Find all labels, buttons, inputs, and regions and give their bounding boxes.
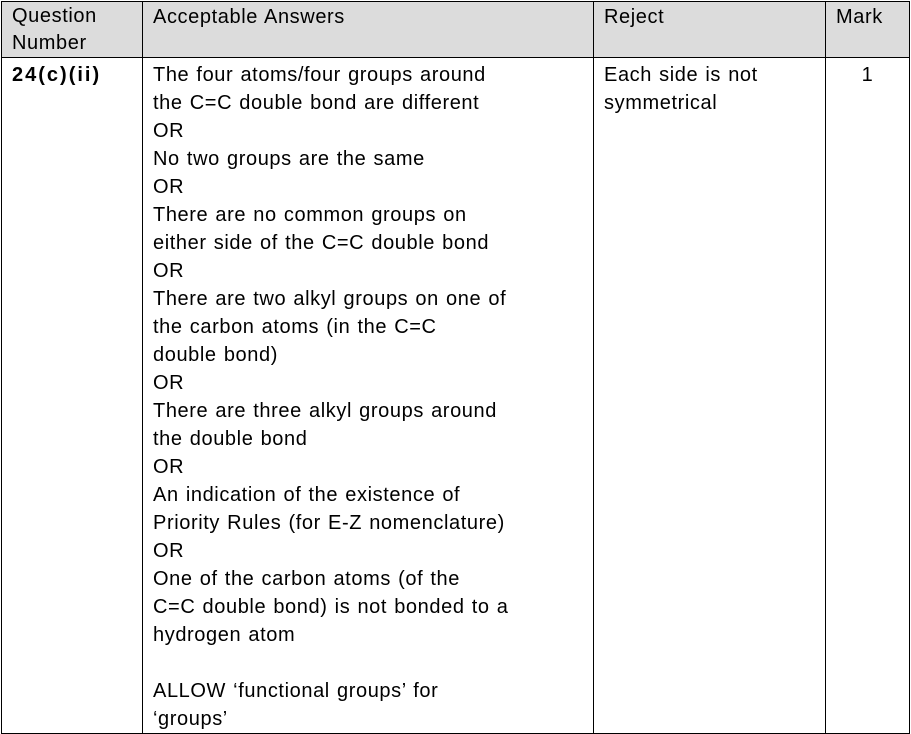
header-reject: Reject [594, 2, 826, 58]
answer-line: ALLOW ‘functional groups’ for [153, 680, 439, 702]
answer-line: either side of the C=C double bond [153, 232, 490, 254]
answer-line: double bond) [153, 344, 278, 366]
question-number-cell [2, 58, 143, 734]
acceptable-answers-list [153, 61, 583, 733]
answer-line: OR [153, 260, 185, 282]
answer-line: There are three alkyl groups around [153, 400, 497, 422]
answer-line: hydrogen atom [153, 624, 296, 646]
answer-line: An indication of the existence of [153, 484, 461, 506]
answer-line: No two groups are the same [153, 148, 425, 170]
answer-line: OR [153, 372, 185, 394]
answer-line: the carbon atoms (in the C=C [153, 316, 437, 338]
mark-scheme-table [1, 1, 910, 734]
answer-line: the double bond [153, 428, 308, 450]
header-question-line2: Number [12, 32, 87, 54]
header-mark: Mark [826, 2, 910, 58]
answer-line: OR [153, 540, 185, 562]
header-question-line1: Question [12, 5, 97, 27]
blank-line [153, 649, 583, 677]
answer-line: There are two alkyl groups on one of [153, 288, 507, 310]
reject-line: Each side is not [604, 64, 758, 86]
answer-line: OR [153, 120, 185, 142]
answer-line: Priority Rules (for E-Z nomenclature) [153, 512, 505, 534]
mark-value: 1 [861, 64, 874, 86]
answer-line: One of the carbon atoms (of the [153, 568, 460, 590]
acceptable-answers-cell [143, 58, 594, 734]
answer-line: OR [153, 456, 185, 478]
answer-line: The four atoms/four groups around [153, 64, 486, 86]
question-number: 24(c)(ii) [12, 64, 102, 86]
reject-cell [594, 58, 826, 734]
header-row [2, 2, 910, 58]
header-question-number [2, 2, 143, 58]
answer-line: OR [153, 176, 185, 198]
header-acceptable-answers: Acceptable Answers [143, 2, 594, 58]
answer-line: ‘groups’ [153, 708, 228, 730]
reject-line: symmetrical [604, 92, 718, 114]
answer-line: the C=C double bond are different [153, 92, 480, 114]
reject-list [604, 61, 815, 117]
answer-line: There are no common groups on [153, 204, 467, 226]
mark-cell [826, 58, 910, 734]
table-row [2, 58, 910, 734]
answer-line: C=C double bond) is not bonded to a [153, 596, 509, 618]
